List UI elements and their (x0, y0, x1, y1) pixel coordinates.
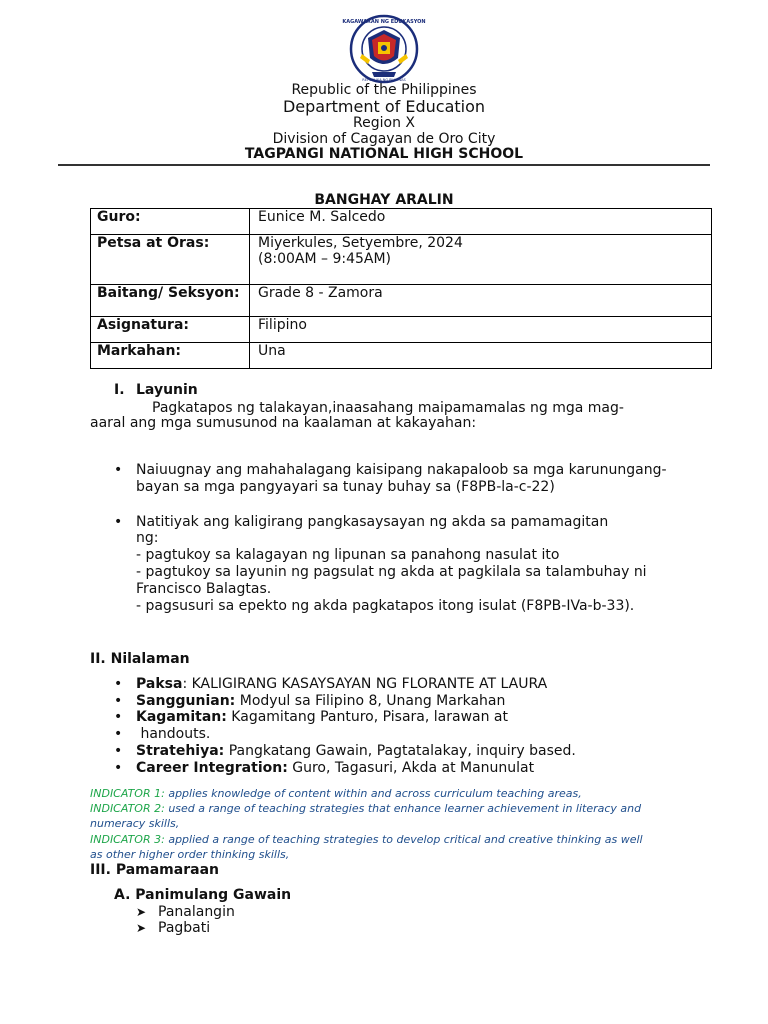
nilalaman-label: Stratehiya: (136, 743, 225, 759)
nilalaman-item (114, 693, 505, 710)
deped-seal (334, 14, 434, 84)
indicator-text: as other higher order thinking skills, (90, 848, 290, 861)
info-table (90, 208, 712, 369)
division-line: Division of Cagayan de Oro City (272, 131, 496, 147)
indicator-text: used a range of teaching strategies that enhance learner achievement in literacy and (164, 802, 642, 815)
nilalaman-item (114, 760, 534, 777)
row-key: Guro: (91, 209, 250, 235)
nilalaman-text: Kagamitang Panturo, Pisara, larawan at (226, 709, 508, 725)
nilalaman-text: handouts. (136, 726, 211, 742)
bullet1-line1: Naiuugnay ang mahahalagang kaisipang nakapaloob sa mga karunungang- (136, 462, 667, 478)
bullet2-line1: Natitiyak ang kaligirang pangkasaysayan ng akda sa pamamagitan (136, 514, 609, 530)
indicator-label: INDICATOR 1: (90, 787, 165, 800)
bullet-icon: • (114, 743, 123, 759)
bullet-icon: • (114, 726, 123, 742)
table-row (91, 343, 712, 369)
deped-seal-icon (334, 14, 434, 84)
row-value: Grade 8 - Zamora (250, 285, 712, 317)
school-name: TAGPANGI NATIONAL HIGH SCHOOL (244, 146, 524, 162)
table-row (91, 317, 712, 343)
bullet-icon: • (114, 676, 123, 692)
indicator-label: INDICATOR 3: (90, 833, 165, 846)
department-line: Department of Education (282, 97, 486, 116)
bullet2-line4: - pagtukoy sa layunin ng pagsulat ng akda at pagkilala sa talambuhay ni (136, 564, 647, 580)
list-item (136, 904, 235, 921)
bullet1-line2: bayan sa mga pangyayari sa tunay buhay sa (F8PB-la-c-22) (136, 479, 555, 495)
list-item-label: Pagbati (158, 920, 211, 936)
nilalaman-label: Career Integration: (136, 760, 288, 776)
row-value: Filipino (250, 317, 712, 343)
row-value-line: (8:00AM – 9:45AM) (258, 251, 392, 267)
nilalaman-item (114, 676, 547, 693)
bullet-icon: • (114, 709, 123, 725)
nilalaman-label: Sanggunian: (136, 693, 236, 709)
header-divider (58, 164, 710, 166)
row-key: Markahan: (91, 343, 250, 369)
bullet2-line5: Francisco Balagtas. (136, 581, 272, 597)
document-title: BANGHAY ARALIN (314, 192, 454, 208)
seal-text-top: KAGAWARAN NG EDUKASYON (342, 19, 426, 25)
indicator-3-cont (90, 847, 289, 862)
nilalaman-heading: II. Nilalaman (90, 651, 190, 667)
list-item (136, 920, 210, 937)
indicator-2-cont (90, 816, 179, 831)
indicator-2 (90, 801, 730, 816)
indicator-text: applies knowledge of content within and across curriculum teaching areas, (164, 787, 582, 800)
indicator-1 (90, 786, 690, 801)
row-value-line: Miyerkules, Setyembre, 2024 (258, 235, 463, 251)
pamamaraan-heading: III. Pamamaraan (90, 862, 219, 878)
indicator-text: numeracy skills, (90, 817, 180, 830)
table-row (91, 235, 712, 285)
table-row (91, 285, 712, 317)
bullet-icon: • (114, 760, 123, 776)
row-key: Asignatura: (91, 317, 250, 343)
panimulang-gawain-heading: A. Panimulang Gawain (114, 887, 292, 903)
bullet2-line2: ng: (136, 530, 159, 546)
layunin-heading: Layunin (136, 382, 198, 398)
row-value: Una (250, 343, 712, 369)
nilalaman-item (114, 709, 508, 726)
nilalaman-label: Paksa (136, 676, 183, 692)
layunin-intro-line2: aaral ang mga sumusunod na kaalaman at kakayahan: (90, 415, 477, 431)
region-line: Region X (353, 115, 415, 131)
row-value (250, 235, 712, 285)
row-key: Petsa at Oras: (91, 235, 250, 285)
indicator-3 (90, 832, 730, 847)
layunin-intro-line1: Pagkatapos ng talakayan,inaasahang maipamamalas ng mga mag- (152, 400, 624, 416)
nilalaman-text: Pangkatang Gawain, Pagtatalakay, inquiry based. (224, 743, 576, 759)
arrow-bullet-icon: ➤ (136, 921, 147, 935)
bullet-icon: • (114, 693, 123, 709)
nilalaman-item (114, 743, 576, 760)
layunin-heading-number: I. (114, 382, 125, 398)
seal-text-bottom: REPUBLIKA NG PILIPINAS (362, 78, 406, 82)
indicator-text: applied a range of teaching strategies to develop critical and creative thinking as well (164, 833, 643, 846)
bullet2-line3: - pagtukoy sa kalagayan ng lipunan sa panahong nasulat ito (136, 547, 560, 563)
bullet-icon: • (114, 514, 123, 530)
row-value: Eunice M. Salcedo (250, 209, 712, 235)
nilalaman-item (114, 726, 210, 743)
table-row (91, 209, 712, 235)
republic-line: Republic of the Philippines (291, 82, 477, 98)
indicator-label: INDICATOR 2: (90, 802, 165, 815)
list-item-label: Panalangin (158, 904, 235, 920)
nilalaman-text: Guro, Tagasuri, Akda at Manunulat (287, 760, 535, 776)
row-key: Baitang/ Seksyon: (91, 285, 250, 317)
bullet2-line6: - pagsusuri sa epekto ng akda pagkatapos itong isulat (F8PB-IVa-b-33). (136, 598, 635, 614)
bullet-icon: • (114, 462, 123, 478)
nilalaman-label: Kagamitan: (136, 709, 227, 725)
nilalaman-text: Modyul sa Filipino 8, Unang Markahan (235, 693, 506, 709)
nilalaman-text: : KALIGIRANG KASAYSAYAN NG FLORANTE AT LAURA (182, 676, 548, 692)
arrow-bullet-icon: ➤ (136, 905, 147, 919)
